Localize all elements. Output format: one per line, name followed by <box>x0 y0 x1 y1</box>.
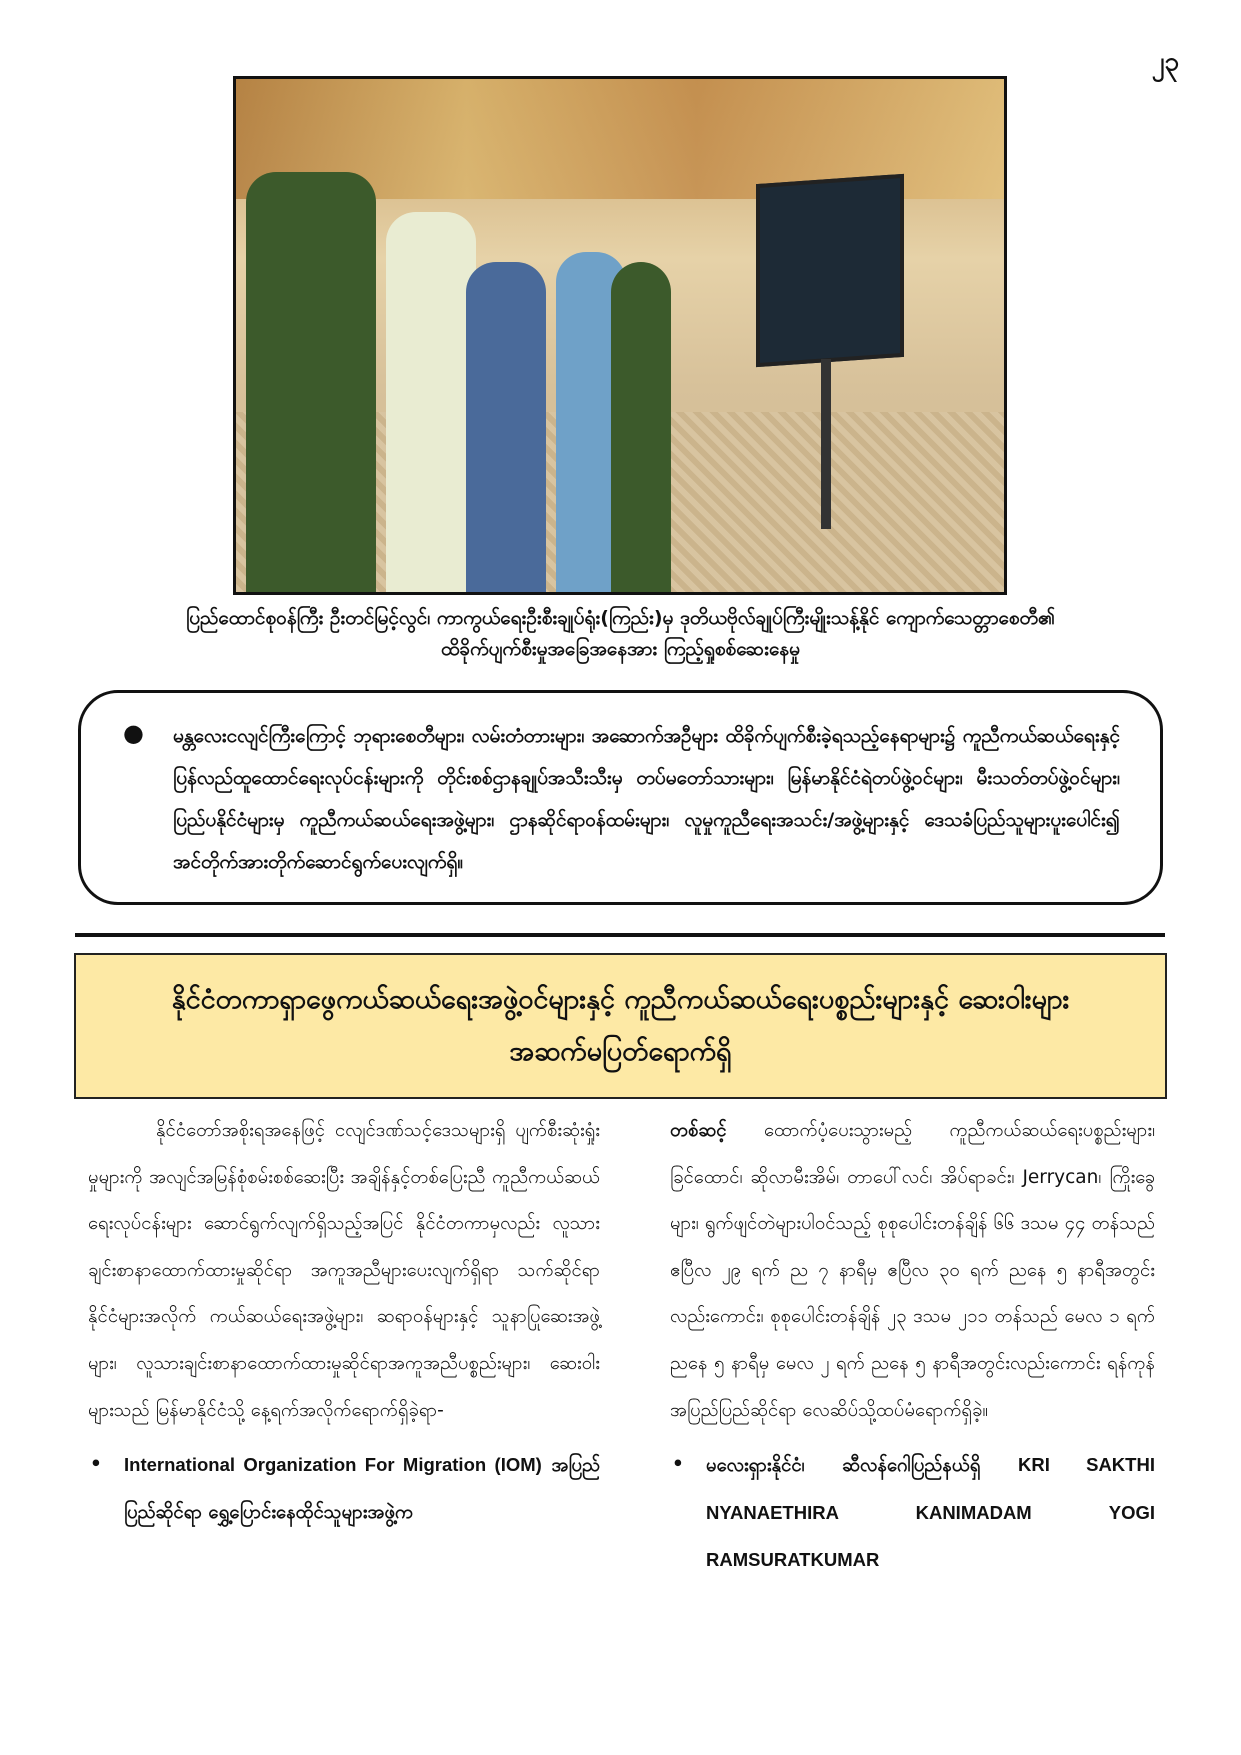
right-paragraph <box>670 1108 1155 1434</box>
left-column <box>88 1108 600 1536</box>
notice-bullet: ● <box>123 719 144 747</box>
caption-line-2: ထိခိုက်ပျက်စီးမှုအခြေအနေအား ကြည့်ရှုစစ်ဆေးနေမှု <box>441 638 800 660</box>
notice-text: မန္တလေးငလျင်ကြီးကြောင့် ဘုရားစေတီများ၊ လမ်းတံတားများ၊ အဆောက်အဦများ ထိခိုက်ပျက်စီးခဲ့ရသည့်နေရာများ၌ ကူညီကယ်ဆယ်ရေးနှင့် ပြန်လည်ထူထောင်ရေးလုပ်ငန်းများကို တိုင်းစစ်ဌာနချုပ်အသီးသီးမှ တပ်မတော်သားများ၊ မြန်မာနိုင်ငံရဲတပ်ဖွဲ့ဝင်များ၊ မီးသတ်တပ်ဖွဲ့ဝင်များ၊ ပြည်ပနိုင်ငံများမှ ကူညီကယ်ဆယ်ရေးအဖွဲ့များ၊ ဌာနဆိုင်ရာဝန်ထမ်းများ၊ လူမှုကူညီရေးအသင်း/အဖွဲ့များနှင့် ဒေသခံပြည်သူများပူးပေါင်း၍ အင်တိုက်အားတိုက်ဆောင်ရွက်ပေးလျက်ရှိ။ <box>173 725 1120 873</box>
right-bullet-latin: KRI SAKTHI NYANAETHIRA KANIMADAM YOGI RAMSURATKUMAR <box>706 1454 1155 1571</box>
left-paragraph: နိုင်ငံတော်အစိုးရအနေဖြင့် ငလျင်ဒဏ်သင့်ဒေသများရှိ ပျက်စီးဆုံးရှုံးမှုများကို အလျင်အမြန်စုံစမ်းစစ်ဆေးပြီး အချိန်နှင့်တစ်ပြေးညီ ကူညီကယ်ဆယ်ရေးလုပ်ငန်းများ ဆောင်ရွက်လျက်ရှိသည့်အပြင် နိုင်ငံတကာမှလည်း လူသားချင်းစာနာထောက်ထားမှုဆိုင်ရာ အကူအညီများပေးလျက်ရှိရာ သက်ဆိုင်ရာနိုင်ငံများအလိုက် ကယ်ဆယ်ရေးအဖွဲ့များ၊ ဆရာဝန်များနှင့် သူနာပြုဆေးအဖွဲ့များ၊ လူသားချင်းစာနာထောက်ထားမှုဆိုင်ရာအကူအညီပစ္စည်းများ၊ ဆေးဝါးများသည် မြန်မာနိုင်ငံသို့ နေ့ရက်အလိုက်ရောက်ရှိခဲ့ရာ- <box>88 1120 600 1421</box>
right-paragraph-lead: တစ်ဆင့် <box>670 1120 727 1141</box>
right-column <box>670 1108 1155 1585</box>
photo-person <box>386 212 476 592</box>
right-bullet-text: မလေးရှားနိုင်ငံ၊ ဆီလန်ဂေါပြည်နယ်ရှိ <box>706 1455 981 1477</box>
photo-display-screen <box>756 174 904 367</box>
photo-screen-stand <box>821 359 831 529</box>
left-bullet-text: အပြည်ပြည်ဆိုင်ရာ ရွှေ့ပြောင်းနေထိုင်သူများအဖွဲ့က <box>124 1455 600 1523</box>
photo-person <box>246 172 376 592</box>
left-bullet-latin: International Organization For Migration (IOM) <box>124 1454 542 1476</box>
news-photo <box>233 76 1007 595</box>
caption-line-1: ပြည်ထောင်စုဝန်ကြီး ဦးတင်မြင့်လွင်၊ ကာကွယ်ရေးဦးစီးချုပ်ရုံး(ကြည်း)မှ ဒုတိယဗိုလ်ချုပ်ကြီးမျိုးသန့်နိုင် ကျောက်သေတ္တာစေတီ၏ <box>186 607 1055 629</box>
right-bullet-item <box>670 1442 1155 1585</box>
photo-caption <box>80 603 1161 665</box>
left-bullet: • <box>90 1454 102 1476</box>
right-paragraph-body: ထောက်ပံ့ပေးသွားမည့် ကူညီကယ်ဆယ်ရေးပစ္စည်းများ၊ ခြင်ထောင်၊ ဆိုလာမီးအိမ်၊ တာပေါ်လင်၊ အိပ်ရာခင်း၊ Jerrycan၊ ကြိုးခွေများ၊ ရွက်ဖျင်တဲများပါဝင်သည့် စုစုပေါင်းတန်ချိန် ၆၆ ဒသမ ၄၄ တန်သည် ဧပြီလ ၂၉ ရက် ည ၇ နာရီမှ ဧပြီလ ၃၀ ရက် ညနေ ၅ နာရီအတွင်းလည်းကောင်း၊ စုစုပေါင်းတန်ချိန် ၂၃ ဒသမ ၂၁၁ တန်သည် မေလ ၁ ရက် ညနေ ၅ နာရီမှ မေလ ၂ ရက် ညနေ ၅ နာရီအတွင်းလည်းကောင်း ရန်ကုန်အပြည်ပြည်ဆိုင်ရာ လေဆိပ်သို့ထပ်မံရောက်ရှိခဲ့။ <box>670 1120 1155 1421</box>
notice-box <box>78 690 1163 905</box>
section-headline: နိုင်ငံတကာရှာဖွေကယ်ဆယ်ရေးအဖွဲ့ဝင်များနှင့် ကူညီကယ်ဆယ်ရေးပစ္စည်းများနှင့် ဆေးဝါးများ အဆက်မပြတ်ရောက်ရှိ <box>74 953 1167 1099</box>
section-divider <box>75 933 1165 937</box>
page-number: ၂၃ <box>1151 47 1179 77</box>
photo-person <box>466 262 546 592</box>
photo-person <box>611 262 671 592</box>
right-bullet: • <box>672 1454 684 1476</box>
left-bullet-item <box>88 1442 600 1536</box>
